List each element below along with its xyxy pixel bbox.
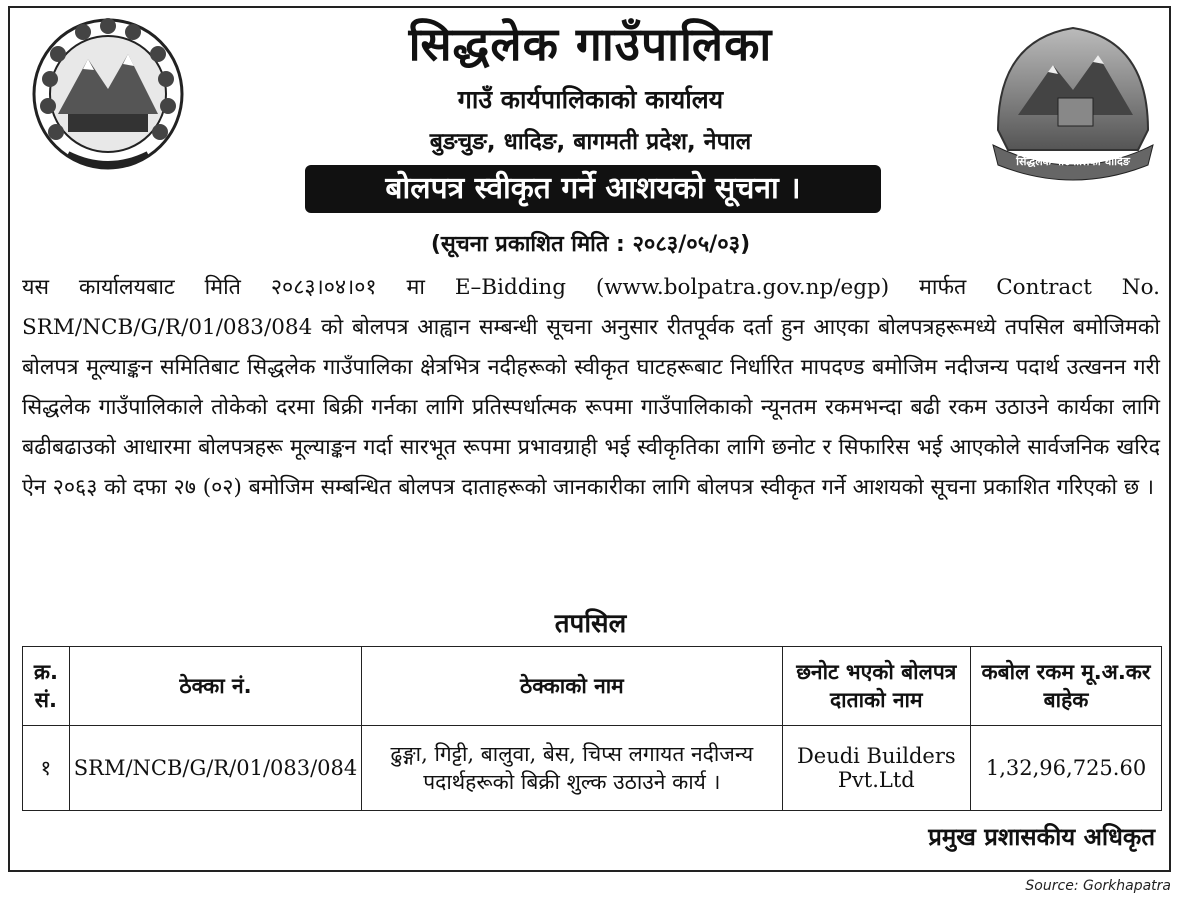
table-header-row [23,647,1162,726]
schedule-heading: तपसिल [554,609,627,639]
cell-bidder: Deudi Builders Pvt.Ltd [782,726,971,811]
table-row [23,726,1162,811]
logo-caption: सिद्धलेक गाउँपालिका धादिङ [1016,155,1130,168]
signatory-title: प्रमुख प्रशासकीय अधिकृत [928,823,1155,851]
cell-contract-no: SRM/NCB/G/R/01/083/084 [69,726,362,811]
source-credit: Source: Gorkhapatra [1025,878,1171,894]
col-contract-name: ठेक्काको नाम [362,647,782,726]
col-sn: क्र. सं. [23,647,70,726]
office-name: गाउँ कार्यपालिकाको कार्यालय [457,85,724,114]
col-bidder: छनोट भएको बोलपत्र दाताको नाम [782,647,971,726]
cell-contract-name: ढुङ्गा, गिट्टी, बालुवा, बेस, चिप्स लगायत नदीजन्य पदार्थहरूको बिक्री शुल्क उठाउने कार्य । [362,726,782,811]
cell-amount: 1,32,96,725.60 [971,726,1162,811]
office-address: बुङचुङ, धादिङ, बागमती प्रदेश, नेपाल [429,129,752,155]
col-contract-no: ठेक्का नं. [69,647,362,726]
col-amount: कबोल रकम मू.अ.कर बाहेक [971,647,1162,726]
schedule-table [22,646,1162,811]
cell-sn: १ [23,726,70,811]
notice-body: यस कार्यालयबाट मिति २०८३।०४।०१ मा E–Bidding (www.bolpatra.gov.np/egp) मार्फत Contract No. SRM/NCB/G/R/01/083/084 को बोलपत्र आह्वान सम्बन्धी सूचना अनुसार रीतपूर्वक दर्ता हुन आएका बोलपत्रहरूमध्ये तपसिल बमोजिमको बोलपत्र मूल्याङ्कन समितिबाट सिद्धलेक गाउँपालिका क्षेत्रभित्र नदीहरूको स्वीकृत घाटहरूबाट निर्धारित मापदण्ड बमोजिम नदीजन्य पदार्थ उत्खनन गरी सिद्धलेक गाउँपालिकाले तोकेको दरमा बिक्री गर्नका लागि प्रतिस्पर्धात्मक रूपमा गाउँपालिकाको न्यूनतम रकमभन्दा बढी रकम उठाउने कार्यका लागि बढीबढाउको आधारमा बोलपत्रहरू मूल्याङ्कन गर्दा सारभूत रूपमा प्रभावग्राही भई स्वीकृतिका लागि छनोट र सिफारिस भई आएकोले सार्वजनिक खरिद ऐन २०६३ को दफा २७ (०२) बमोजिम सम्बन्धित बोलपत्र दाताहरूको जानकारीका लागि बोलपत्र स्वीकृत गर्ने आशयको सूचना प्रकाशित गरिएको छ । [22,275,1160,500]
notice-title-banner: बोलपत्र स्वीकृत गर्ने आशयको सूचना । [305,165,881,213]
municipality-title: सिद्धलेक गाउँपालिका [408,17,773,71]
publish-date: (सूचना प्रकाशित मिति : २०८३/०५/०३) [430,232,751,257]
